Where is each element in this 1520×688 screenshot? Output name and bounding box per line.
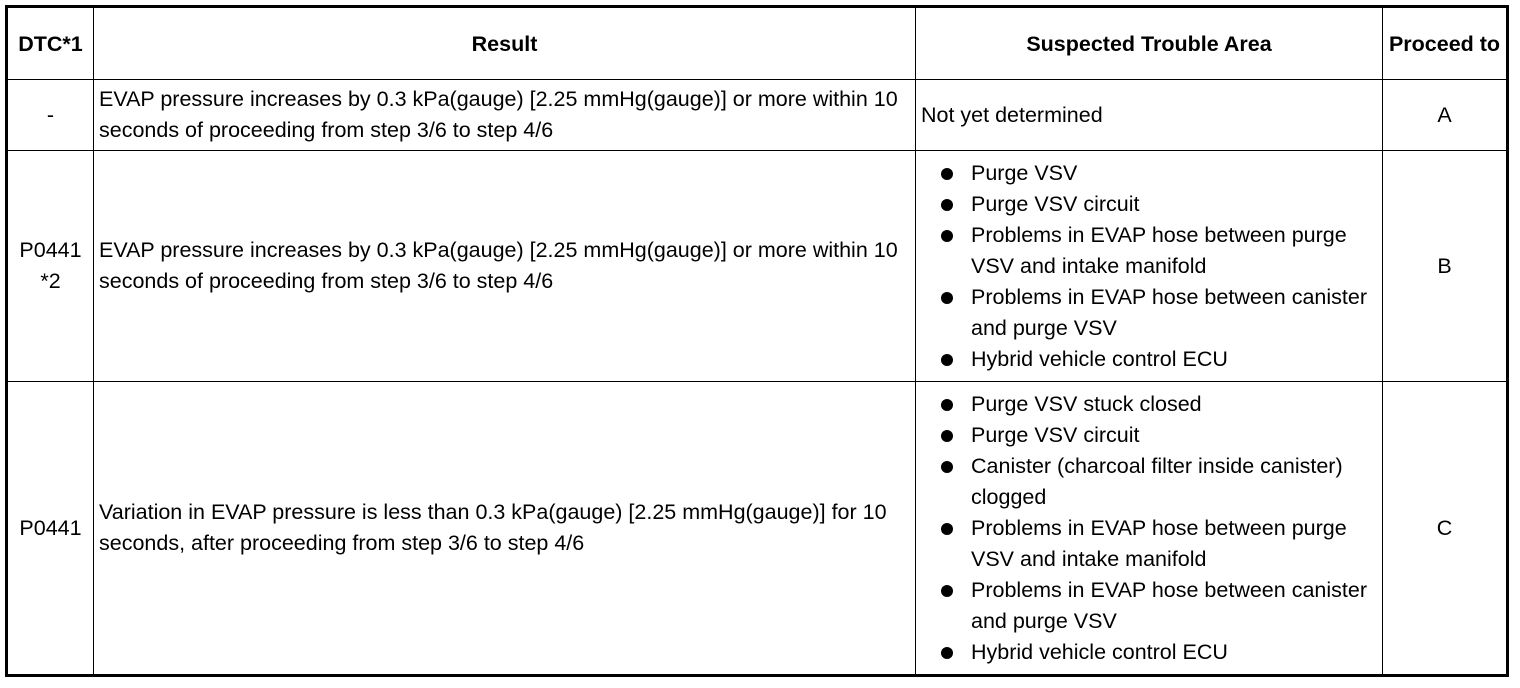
table-row xyxy=(7,80,1508,151)
list-item-text: Purge VSV circuit xyxy=(971,191,1140,216)
table-row xyxy=(7,382,1508,676)
bullet-icon xyxy=(941,230,953,242)
bullet-icon xyxy=(941,585,953,597)
result-cell: Variation in EVAP pressure is less than 0.3 kPa(gauge) [2.25 mmHg(gauge)] for 10 seconds, after proceeding from step 3/6 to step 4/6 xyxy=(94,382,916,676)
bullet-icon xyxy=(941,430,953,442)
dtc-result-table xyxy=(5,5,1509,677)
proceed-cell: C xyxy=(1383,382,1508,676)
list-item-text: Purge VSV xyxy=(971,160,1078,185)
dtc-cell: P0441 xyxy=(7,382,94,676)
list-item xyxy=(921,282,1377,344)
list-item-text: Problems in EVAP hose between canister and purge VSV xyxy=(971,284,1367,340)
list-item xyxy=(921,513,1377,575)
result-cell: EVAP pressure increases by 0.3 kPa(gauge) [2.25 mmHg(gauge)] or more within 10 seconds of proceeding from step 3/6 to step 4/6 xyxy=(94,151,916,382)
dtc-cell: P0441 *2 xyxy=(7,151,94,382)
list-item-text: Hybrid vehicle control ECU xyxy=(971,346,1228,371)
header-dtc: DTC*1 xyxy=(7,7,94,80)
bullet-icon xyxy=(941,523,953,535)
trouble-area-list xyxy=(921,158,1377,375)
dtc-cell: - xyxy=(7,80,94,151)
list-item-text: Purge VSV stuck closed xyxy=(971,391,1202,416)
list-item xyxy=(921,344,1377,375)
list-item-text: Problems in EVAP hose between purge VSV and intake manifold xyxy=(971,515,1347,571)
bullet-icon xyxy=(941,354,953,366)
list-item-text: Problems in EVAP hose between canister and purge VSV xyxy=(971,577,1367,633)
header-result: Result xyxy=(94,7,916,80)
bullet-icon xyxy=(941,461,953,473)
list-item xyxy=(921,575,1377,637)
list-item-text: Canister (charcoal filter inside canister) clogged xyxy=(971,453,1343,509)
header-row xyxy=(7,7,1508,80)
list-item xyxy=(921,451,1377,513)
list-item xyxy=(921,637,1377,668)
table-row xyxy=(7,151,1508,382)
list-item-text: Purge VSV circuit xyxy=(971,422,1140,447)
proceed-cell: A xyxy=(1383,80,1508,151)
trouble-area-cell: Not yet determined xyxy=(916,80,1383,151)
list-item xyxy=(921,189,1377,220)
bullet-icon xyxy=(941,292,953,304)
proceed-cell: B xyxy=(1383,151,1508,382)
bullet-icon xyxy=(941,199,953,211)
bullet-icon xyxy=(941,399,953,411)
list-item xyxy=(921,158,1377,189)
trouble-area-list xyxy=(921,389,1377,668)
list-item xyxy=(921,389,1377,420)
header-proceed-to: Proceed to xyxy=(1383,7,1508,80)
bullet-icon xyxy=(941,168,953,180)
list-item xyxy=(921,420,1377,451)
list-item-text: Problems in EVAP hose between purge VSV and intake manifold xyxy=(971,222,1347,278)
result-cell: EVAP pressure increases by 0.3 kPa(gauge) [2.25 mmHg(gauge)] or more within 10 seconds of proceeding from step 3/6 to step 4/6 xyxy=(94,80,916,151)
trouble-area-cell xyxy=(916,151,1383,382)
list-item-text: Hybrid vehicle control ECU xyxy=(971,639,1228,664)
trouble-area-cell xyxy=(916,382,1383,676)
list-item xyxy=(921,220,1377,282)
bullet-icon xyxy=(941,647,953,659)
header-suspected-trouble-area: Suspected Trouble Area xyxy=(916,7,1383,80)
